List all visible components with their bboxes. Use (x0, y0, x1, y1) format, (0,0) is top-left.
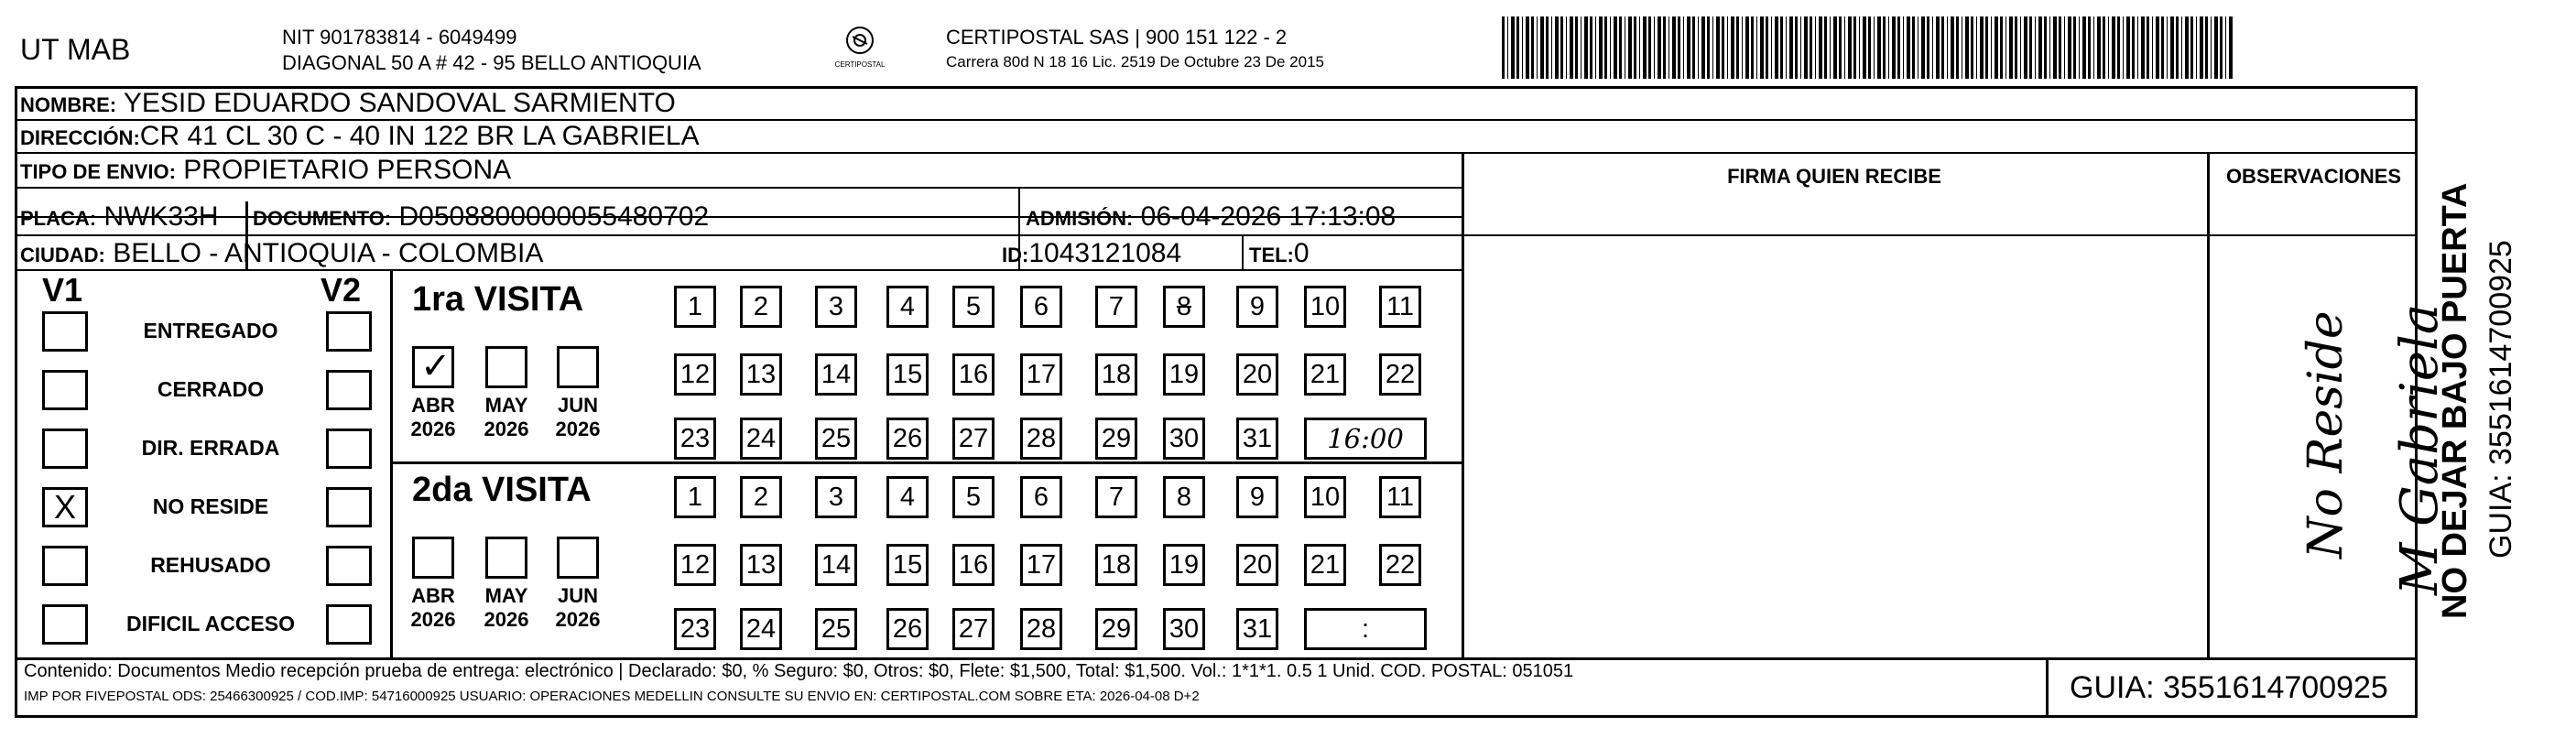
visit2-title: 2da VISITA (412, 471, 592, 509)
documento-value: D0508800000055480702 (398, 201, 710, 232)
day-box[interactable]: 18 (1095, 544, 1137, 586)
day-box[interactable]: 2 (740, 476, 782, 518)
direccion-label: DIRECCIÓN: (20, 126, 140, 149)
footer-line2: IMP POR FIVEPOSTAL ODS: 25466300925 / COD.IMP: 54716000925 USUARIO: OPERACIONES MEDELLIN CONSULTE SU ENVIO EN: CERTIPOSTAL.COM SOBRE ETA: 2026-04-08 D+2 (24, 689, 1200, 704)
day-box[interactable]: 30 (1163, 418, 1205, 460)
day-box[interactable]: 13 (740, 544, 782, 586)
day-box[interactable]: 19 (1163, 353, 1205, 396)
day-box[interactable]: 31 (1236, 608, 1278, 650)
day-box[interactable]: 14 (815, 353, 857, 396)
day-box[interactable]: 23 (674, 418, 716, 460)
day-box[interactable]: 10 (1304, 476, 1346, 518)
day-box[interactable]: 1 (674, 476, 716, 518)
observaciones-line2: M Gabriela (2390, 303, 2450, 595)
footer-guia: GUIA: 3551614700925 (2070, 670, 2388, 705)
month-year: 2026 (410, 608, 456, 631)
status-v1-checkbox[interactable] (42, 370, 88, 410)
month-year: 2026 (555, 418, 601, 440)
day-box[interactable]: 19 (1163, 544, 1205, 586)
day-box[interactable]: 11 (1379, 286, 1421, 328)
month-name: JUN (557, 394, 598, 417)
status-label: REHUSADO (150, 553, 271, 577)
ciudad-label: CIUDAD: (20, 244, 105, 266)
month-year: 2026 (555, 608, 601, 631)
status-v2-checkbox[interactable] (326, 429, 372, 469)
day-box[interactable]: 25 (815, 608, 857, 650)
certipostal-logo (827, 24, 893, 73)
day-box[interactable]: 8 (1163, 476, 1205, 518)
day-box[interactable]: 10 (1304, 286, 1346, 328)
day-box[interactable]: 21 (1304, 544, 1346, 586)
month-year: 2026 (484, 418, 529, 440)
direccion-value: CR 41 CL 30 C - 40 IN 122 BR LA GABRIELA (139, 121, 700, 151)
tel-label: TEL: (1249, 244, 1294, 266)
day-box[interactable]: 22 (1379, 353, 1421, 396)
day-box[interactable]: 27 (952, 608, 995, 650)
month-label (399, 394, 467, 441)
observaciones-label: OBSERVACIONES (2225, 165, 2402, 188)
month-name: ABR (411, 394, 455, 417)
month-checkbox[interactable] (557, 346, 599, 388)
day-box[interactable]: 27 (952, 418, 995, 460)
day-box[interactable]: 18 (1095, 353, 1137, 396)
day-box[interactable]: 20 (1236, 353, 1278, 396)
day-box[interactable]: 11 (1379, 476, 1421, 518)
day-box[interactable]: 2 (740, 286, 782, 328)
day-box[interactable]: 6 (1020, 286, 1062, 328)
day-box[interactable]: 7 (1095, 476, 1137, 518)
day-box[interactable]: 22 (1379, 544, 1421, 586)
day-box[interactable]: 8 (1163, 286, 1205, 328)
day-box[interactable]: 29 (1095, 418, 1137, 460)
month-year: 2026 (484, 608, 529, 631)
month-label (473, 584, 540, 632)
logo-text: CERTIPOSTAL (834, 60, 886, 69)
day-box[interactable]: 24 (740, 418, 782, 460)
day-box[interactable]: 21 (1304, 353, 1346, 396)
nombre-label: NOMBRE: (20, 93, 117, 116)
tipo-value: PROPIETARIO PERSONA (183, 155, 512, 185)
month-checkbox[interactable] (485, 537, 527, 579)
month-checkbox[interactable] (557, 537, 599, 579)
day-box[interactable]: 31 (1236, 418, 1278, 460)
carrier-name: CERTIPOSTAL SAS | 900 151 122 - 2 (946, 26, 1288, 49)
side-guia: GUIA: 3551614700925 (2484, 240, 2518, 559)
month-checkbox[interactable] (485, 346, 527, 388)
day-box[interactable]: 17 (1020, 353, 1062, 396)
day-box[interactable]: 15 (886, 353, 929, 396)
id-label: ID: (1002, 244, 1029, 266)
day-box[interactable]: 14 (815, 544, 857, 586)
month-year: 2026 (410, 418, 456, 440)
status-v2-checkbox[interactable] (326, 546, 372, 586)
day-box[interactable]: 20 (1236, 544, 1278, 586)
month-name: MAY (484, 584, 528, 607)
time-box[interactable]: 16:00 (1304, 418, 1427, 460)
status-v1-checkbox[interactable] (42, 487, 88, 527)
placa-label: PLACA: (20, 207, 97, 230)
status-label: DIR. ERRADA (141, 436, 280, 460)
day-box[interactable]: 3 (815, 476, 857, 518)
footer-line1: Contenido: Documentos Medio recepción prueba de entrega: electrónico | Declarado: $0, % Seguro: $0, Otros: $0, Flete: $1,500, Total: $1,500. Vol.: 1*1*1. 0.5 1 Unid. COD. POSTAL: 051051 (24, 661, 1574, 681)
day-box[interactable]: 12 (674, 353, 716, 396)
day-box[interactable]: 17 (1020, 544, 1062, 586)
day-box[interactable]: 5 (952, 476, 995, 518)
day-box[interactable]: 6 (1020, 476, 1062, 518)
day-box[interactable]: 13 (740, 353, 782, 396)
tipo-label: TIPO DE ENVIO: (20, 160, 176, 183)
visit1-title: 1ra VISITA (412, 280, 584, 319)
documento-label: DOCUMENTO: (253, 207, 392, 230)
day-box[interactable]: 3 (815, 286, 857, 328)
day-box[interactable]: 4 (886, 286, 929, 328)
nombre-value: YESID EDUARDO SANDOVAL SARMIENTO (123, 88, 676, 118)
status-v2-checkbox[interactable] (326, 370, 372, 410)
day-box[interactable]: 5 (952, 286, 995, 328)
admision-label: ADMISIÓN: (1026, 207, 1134, 230)
month-label (399, 584, 467, 632)
v2-label: V2 (321, 271, 362, 309)
day-box[interactable]: 25 (815, 418, 857, 460)
id-value: 1043121084 (1028, 238, 1182, 268)
month-name: ABR (411, 584, 455, 607)
ciudad-value: BELLO - ANTIOQUIA - COLOMBIA (113, 238, 544, 268)
day-box[interactable]: 23 (674, 608, 716, 650)
status-label: CERRADO (157, 377, 265, 401)
firma-label: FIRMA QUIEN RECIBE (1727, 165, 1941, 188)
month-label (544, 584, 612, 632)
day-box[interactable]: 24 (740, 608, 782, 650)
status-v2-checkbox[interactable] (326, 604, 372, 645)
time-box[interactable]: : (1304, 608, 1427, 650)
company-nit: NIT 901783814 - 6049499 (282, 26, 517, 49)
check-mark-icon: X (54, 488, 77, 526)
day-box[interactable]: 9 (1236, 476, 1278, 518)
barcode (1502, 16, 2234, 79)
status-v2-checkbox[interactable] (326, 311, 372, 352)
observaciones-line1: No Reside (2299, 310, 2353, 559)
check-mark-icon: ✓ (420, 346, 451, 386)
status-v1-checkbox[interactable] (42, 546, 88, 586)
month-label (473, 394, 540, 441)
month-checkbox[interactable] (412, 346, 454, 388)
tel-value: 0 (1293, 238, 1310, 268)
day-box[interactable]: 26 (886, 418, 929, 460)
company-name: UT MAB (20, 33, 131, 66)
day-box[interactable]: 29 (1095, 608, 1137, 650)
side-warning: NO DEJAR BAJO PUERTA (2436, 182, 2474, 619)
admision-value: 06-04-2026 17:13:08 (1140, 201, 1397, 232)
company-address: DIAGONAL 50 A # 42 - 95 BELLO ANTIOQUIA (282, 51, 701, 74)
status-v1-checkbox[interactable] (42, 429, 88, 469)
day-box[interactable]: 4 (886, 476, 929, 518)
day-box[interactable]: 30 (1163, 608, 1205, 650)
day-box[interactable]: 7 (1095, 286, 1137, 328)
day-box[interactable]: 16 (952, 544, 995, 586)
day-box[interactable]: 28 (1020, 608, 1062, 650)
day-box[interactable]: 1 (674, 286, 716, 328)
day-box[interactable]: 28 (1020, 418, 1062, 460)
day-box[interactable]: 15 (886, 544, 929, 586)
day-box[interactable]: 16 (952, 353, 995, 396)
status-label: ENTREGADO (143, 319, 278, 342)
status-v1-checkbox[interactable] (42, 604, 88, 645)
status-label: DIFICIL ACCESO (125, 612, 295, 635)
month-name: JUN (557, 584, 598, 607)
observaciones-handwriting (2299, 266, 2353, 559)
status-v1-checkbox[interactable] (42, 311, 88, 352)
placa-value: NWK33H (103, 201, 219, 232)
v1-label: V1 (42, 271, 83, 309)
day-box[interactable]: 9 (1236, 286, 1278, 328)
status-label: NO RESIDE (152, 494, 269, 518)
month-name: MAY (484, 394, 528, 417)
day-box[interactable]: 26 (886, 608, 929, 650)
carrier-license: Carrera 80d N 18 16 Lic. 2519 De Octubre 23 De 2015 (946, 53, 1324, 71)
day-box[interactable]: 12 (674, 544, 716, 586)
month-label (544, 394, 612, 441)
month-checkbox[interactable] (412, 537, 454, 579)
status-v2-checkbox[interactable] (326, 487, 372, 527)
